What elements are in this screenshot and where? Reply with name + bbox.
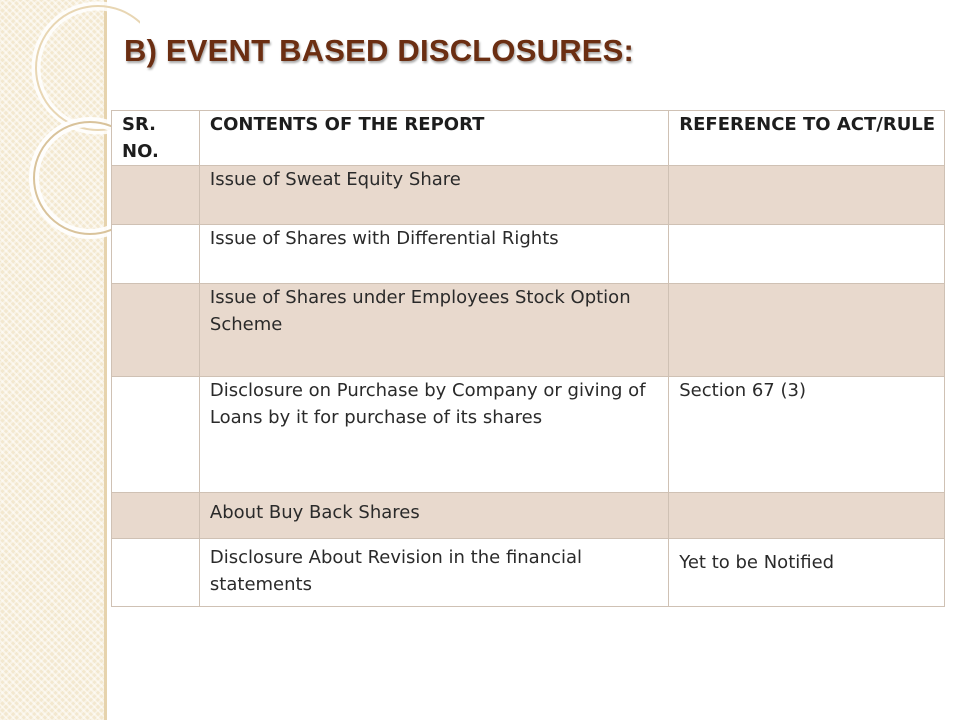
cell-sr-no — [112, 493, 200, 539]
cell-sr-no — [112, 166, 200, 225]
page-title: B) EVENT BASED DISCLOSURES: — [124, 33, 635, 68]
cell-contents: Issue of Shares with Differential Rights — [199, 225, 668, 284]
cell-sr-no — [112, 377, 200, 493]
cell-sr-no — [112, 539, 200, 607]
cell-reference: Section 67 (3) — [669, 377, 945, 493]
column-header-sr-no: SR. NO. — [112, 111, 200, 166]
cell-sr-no — [112, 225, 200, 284]
table-row — [112, 493, 945, 539]
column-header-reference: REFERENCE TO ACT/RULE — [669, 111, 945, 166]
cell-contents: Issue of Sweat Equity Share — [199, 166, 668, 225]
cell-reference: Yet to be Notified — [669, 539, 945, 607]
cell-contents: Disclosure on Purchase by Company or giving of Loans by it for purchase of its shares — [199, 377, 668, 493]
cell-reference — [669, 166, 945, 225]
cell-contents: Issue of Shares under Employees Stock Option Scheme — [199, 284, 668, 377]
cell-contents: About Buy Back Shares — [199, 493, 668, 539]
table-row — [112, 377, 945, 493]
disclosures-table — [111, 110, 945, 607]
table-row — [112, 166, 945, 225]
table-header-row — [112, 111, 945, 166]
cell-reference — [669, 493, 945, 539]
column-header-contents: CONTENTS OF THE REPORT — [199, 111, 668, 166]
cell-sr-no — [112, 284, 200, 377]
table-row — [112, 225, 945, 284]
table-row — [112, 539, 945, 607]
table-row — [112, 284, 945, 377]
cell-reference — [669, 225, 945, 284]
cell-contents: Disclosure About Revision in the financial statements — [199, 539, 668, 607]
cell-reference — [669, 284, 945, 377]
